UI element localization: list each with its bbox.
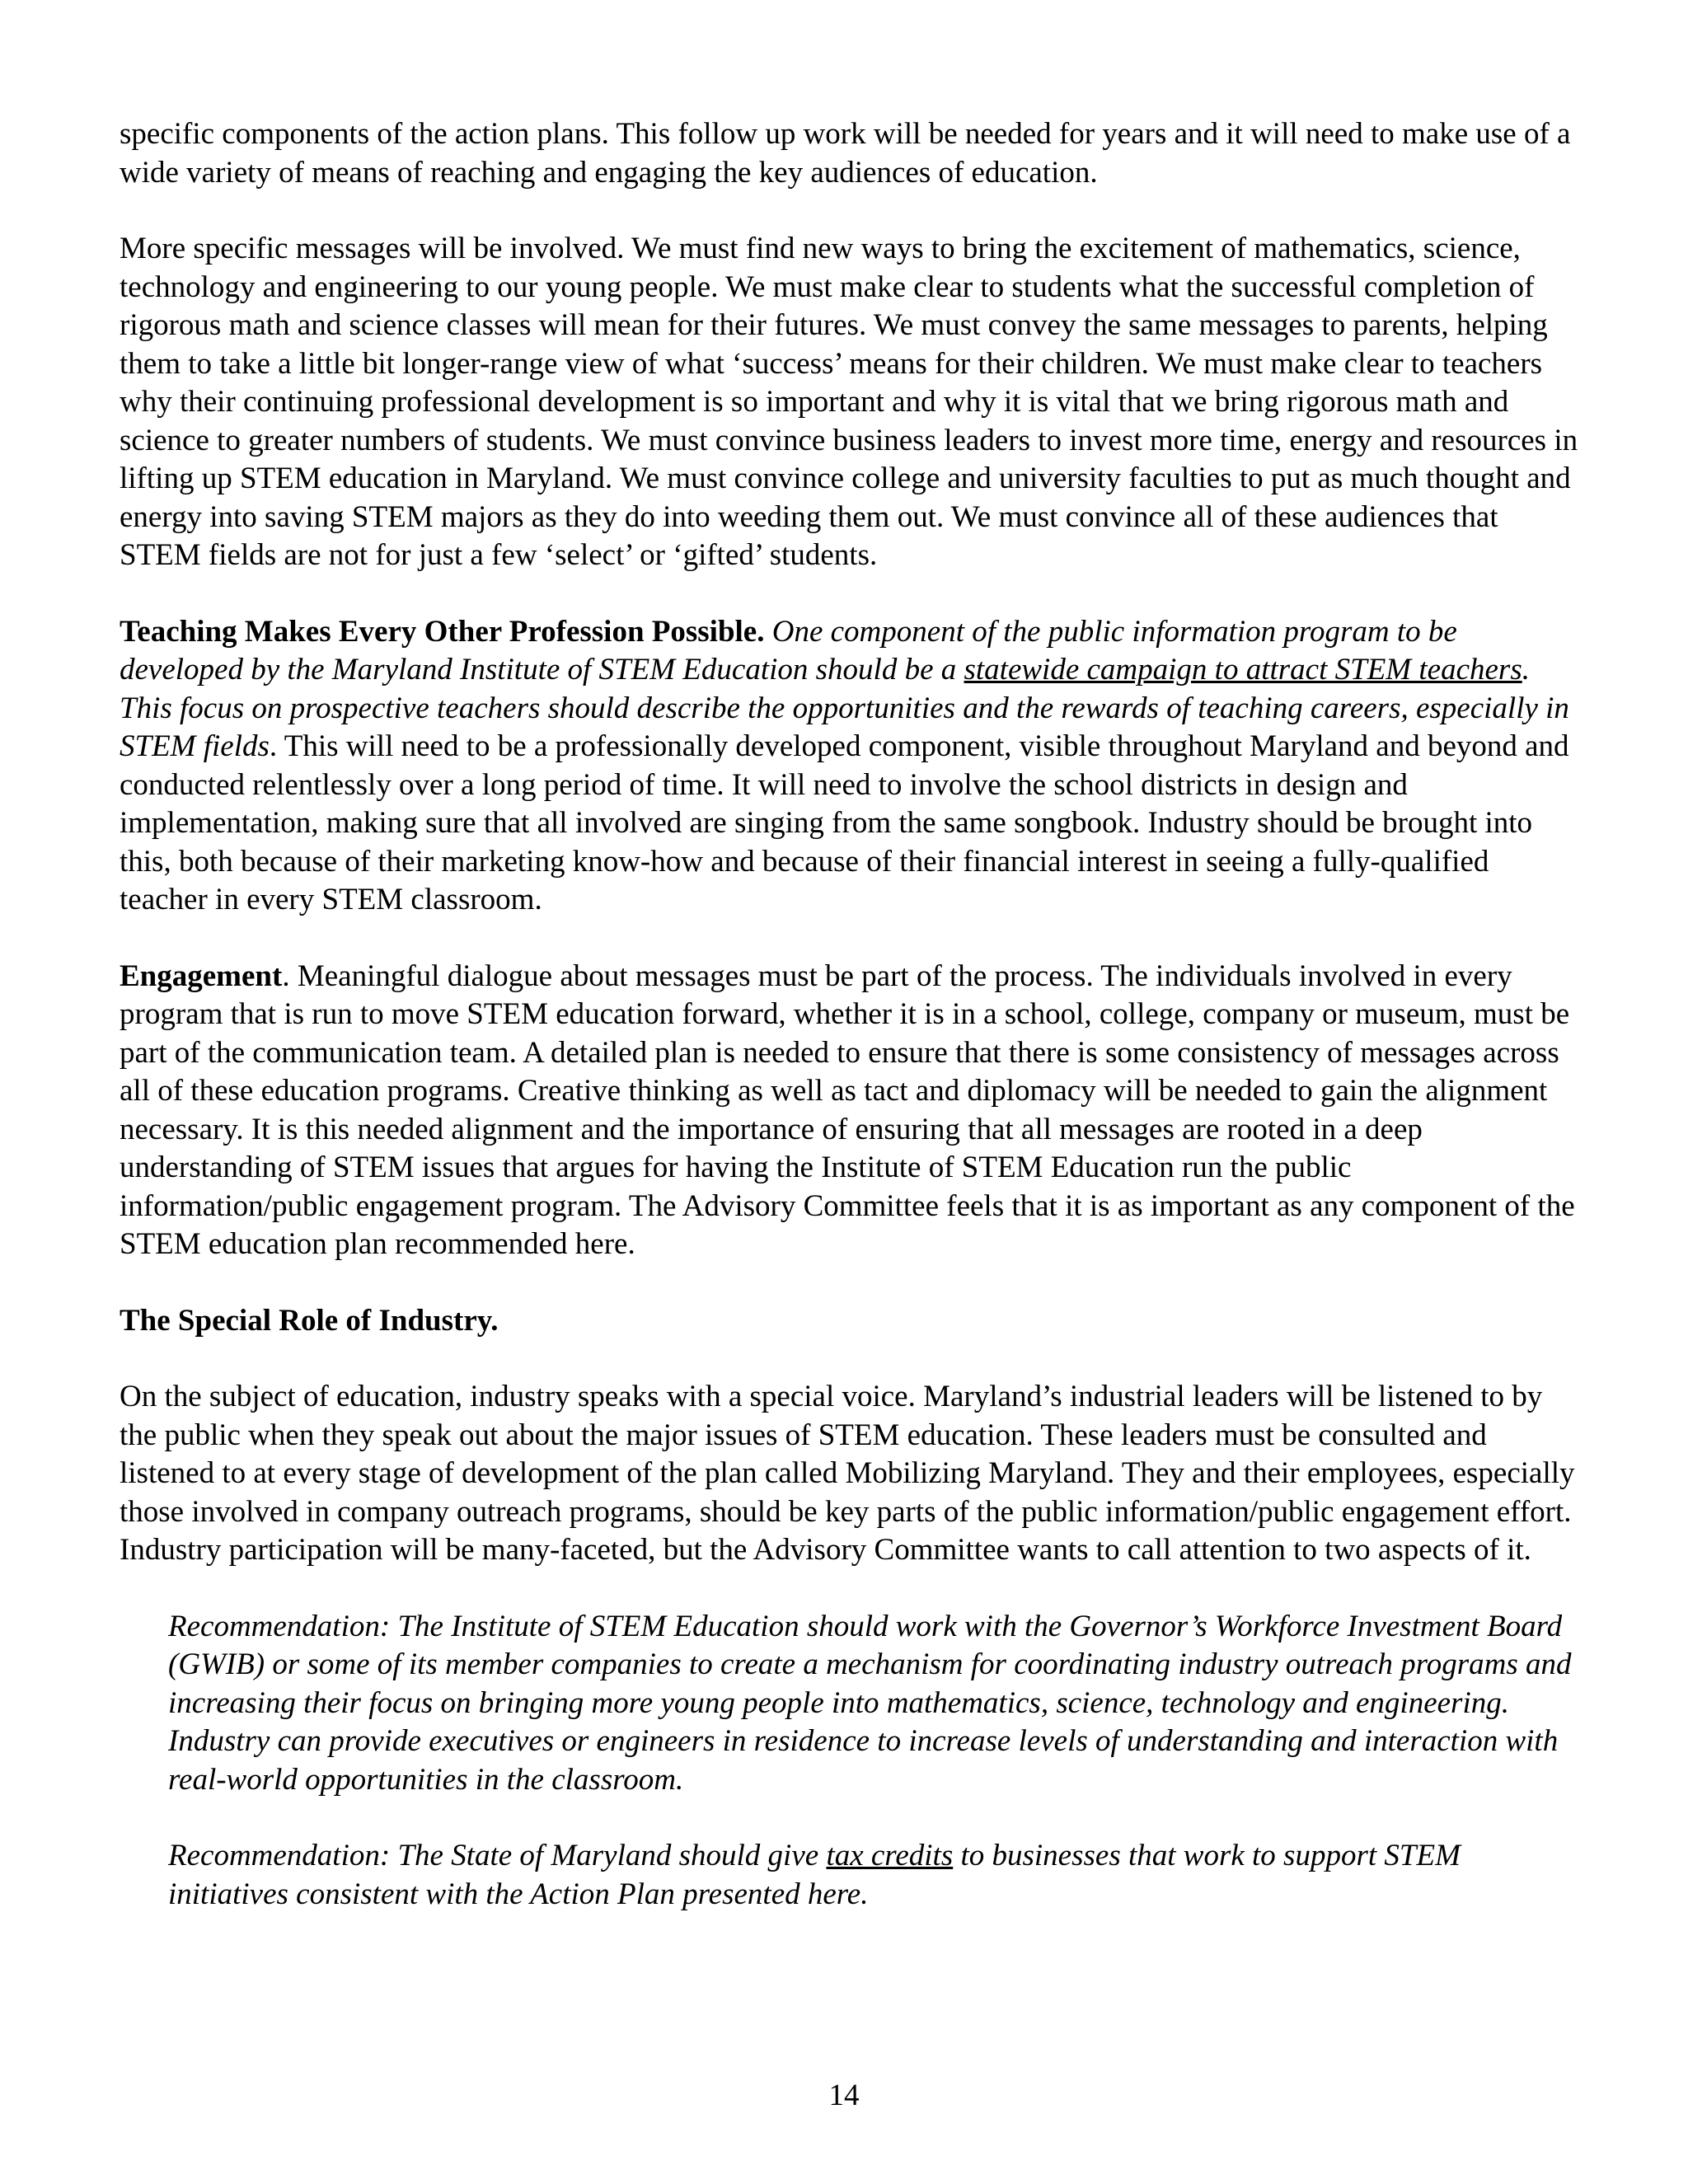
page-number: 14: [828, 2079, 860, 2112]
recommendation-tax-credits: [168, 1837, 1582, 1914]
rec2-lead: Recommendation: The State of Maryland should give: [168, 1839, 827, 1872]
rec2-underlined-phrase: tax credits: [826, 1839, 954, 1872]
section-teaching: [120, 613, 1582, 920]
teaching-underlined-phrase: statewide campaign to attract STEM teachers: [964, 653, 1522, 687]
engagement-body: . Meaningful dialogue about messages must be part of the process. The individuals involved in every program that is run to move STEM education forward, whether it is in a school, college, company or museum, must be part of the communication team. A detailed plan is needed to ensure that there is some consistency of messages across all of these education programs. Creative thinking as well as tact and diplomacy will be needed to gain the alignment necessary. It is this needed alignment and the importance of ensuring that all messages are rooted in a deep understanding of STEM issues that argues for having the Institute of STEM Education run the public information/public engagement program. The Advisory Committee feels that it is as important as any component of the STEM education plan recommended here.: [120, 958, 1575, 1261]
industry-body: On the subject of education, industry speaks with a special voice. Maryland’s industrial leaders will be listened to by the public when they speak out about the major issues of STEM education. These leaders must be consulted and listened to at every stage of development of the plan called Mobilizing Maryland. They and their employees, especially those involved in company outreach programs, should be key parts of the public information/public engagement effort. Industry participation will be many-faceted, but the Advisory Committee wants to call attention to two aspects of it.: [120, 1380, 1575, 1567]
industry-heading: The Special Role of Industry.: [120, 1303, 499, 1338]
teaching-italic-tail: . This focus on prospective teachers should describe the opportunities and the rewards of teaching careers, especially in STEM fields: [120, 653, 1569, 763]
teaching-heading: Teaching Makes Every Other Profession Possible.: [120, 614, 765, 649]
document-page: [120, 115, 1582, 1952]
teaching-italic-lead: One component of the public information program to be developed by the Maryland Institute of STEM Education should be a: [120, 614, 1457, 687]
teaching-body: . This will need to be a professionally developed component, visible throughout Maryland and beyond and conducted relentlessly over a long period of time. It will need to involve the school districts in design and implementation, making sure that all involved are singing from the same songbook. Industry should be brought into this, both because of their marketing know-how and because of their financial interest in seeing a fully-qualified teacher in every STEM classroom.: [120, 729, 1569, 916]
engagement-heading: Engagement: [120, 958, 283, 993]
section-engagement: [120, 958, 1582, 1264]
recommendation-gwib: Recommendation: The Institute of STEM Education should work with the Governor’s Workforce Investment Board (GWIB) or some of its member companies to create a mechanism for coordinating industry outreach programs and increasing their focus on bringing more young people into mathematics, science, technology and engineering. Industry can provide executives or engineers in residence to increase levels of understanding and interaction with real-world opportunities in the classroom.: [168, 1609, 1572, 1797]
paragraph-specific-messages: More specific messages will be involved. We must find new ways to bring the excitement of mathematics, science, technology and engineering to our young people. We must make clear to students what the successful completion of rigorous math and science classes will mean for their futures. We must convey the same messages to parents, helping them to take a little bit longer-range view of what ‘success’ means for their children. We must make clear to teachers why their continuing professional development is so important and why it is vital that we bring rigorous math and science to greater numbers of students. We must convince business leaders to invest more time, energy and resources in lifting up STEM education in Maryland. We must convince college and university faculties to put as much thought and energy into saving STEM majors as they do into weeding them out. We must convince all of these audiences that STEM fields are not for just a few ‘select’ or ‘gifted’ students.: [120, 232, 1578, 572]
paragraph-continuation: specific components of the action plans. This follow up work will be needed for years and it will need to make use of a wide variety of means of reaching and engaging the key audiences of education.: [120, 117, 1571, 190]
rec2-tail: to businesses that work to support STEM initiatives consistent with the Action Plan presented here.: [168, 1839, 1461, 1911]
